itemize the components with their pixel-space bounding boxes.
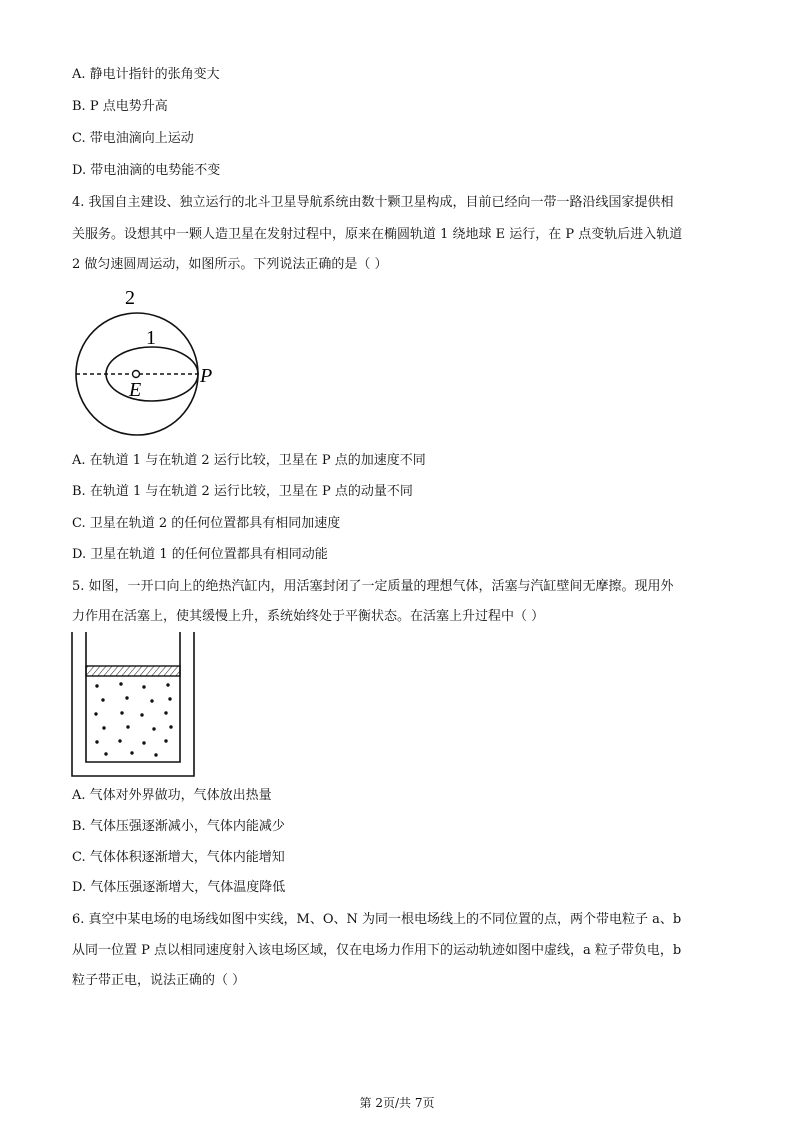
q3-option-d: D. 带电油滴的电势能不变	[72, 163, 221, 178]
q5-option-b: B. 气体压强逐渐减小，气体内能减少	[72, 819, 285, 834]
gas-particles	[94, 682, 172, 756]
earth-dot	[133, 371, 140, 378]
q4-option-a: A. 在轨道 1 与在轨道 2 运行比较，卫星在 P 点的加速度不同	[72, 453, 426, 468]
q5-option-d: D. 气体压强逐渐增大，气体温度降低	[72, 880, 286, 895]
q4-option-b: B. 在轨道 1 与在轨道 2 运行比较，卫星在 P 点的动量不同	[72, 484, 413, 499]
q5-option-a: A. 气体对外界做功，气体放出热量	[72, 788, 272, 803]
q4-stem-line-3: 2 做匀速圆周运动，如图所示。下列说法正确的是（ ）	[72, 257, 388, 272]
q5-option-c: C. 气体体积逐渐增大，气体内能增知	[72, 850, 285, 865]
q4-option-d: D. 卫星在轨道 1 的任何位置都具有相同动能	[72, 547, 328, 562]
page-footer: 第 2页/共 7页	[359, 1096, 435, 1110]
q4-stem-line-1: 4. 我国自主建设、独立运行的北斗卫星导航系统由数十颗卫星构成，目前已经向一带一路沿线国家提供相	[72, 195, 674, 210]
earth-label: E	[129, 379, 142, 401]
q6-stem-line-2: 从同一位置 P 点以相同速度射入该电场区域，仅在电场力作用下的运动轨迹如图中虚线，a 粒子带负电，b	[72, 943, 682, 958]
q4-stem-line-2: 关服务。设想其中一颗人造卫星在发射过程中，原来在椭圆轨道 1 绕地球 E 运行，在 P 点变轨后进入轨道	[72, 227, 683, 242]
q3-option-b: B. P 点电势升高	[72, 99, 168, 114]
point-p-label: P	[200, 365, 213, 387]
cylinder-outer-wall	[72, 632, 194, 776]
q6-stem-line-1: 6. 真空中某电场的电场线如图中实线，M、O、N 为同一根电场线上的不同位置的点，两个带电粒子 a、b	[72, 912, 682, 927]
q5-stem-line-1: 5. 如图，一开口向上的绝热汽缸内，用活塞封闭了一定质量的理想气体，活塞与汽缸壁间无摩擦。现用外	[72, 579, 674, 594]
q5-stem-line-2: 力作用在活塞上，使其缓慢上升，系统始终处于平衡状态。在活塞上升过程中（ ）	[72, 609, 545, 624]
orbit-figure	[70, 282, 230, 442]
q3-option-a: A. 静电计指针的张角变大	[72, 67, 220, 82]
q4-option-c: C. 卫星在轨道 2 的任何位置都具有相同加速度	[72, 516, 341, 531]
cylinder-figure	[70, 630, 196, 780]
orbit-2-label: 2	[125, 287, 135, 309]
q3-option-c: C. 带电油滴向上运动	[72, 131, 194, 146]
piston	[86, 666, 180, 676]
q6-stem-line-3: 粒子带正电，说法正确的（ ）	[72, 973, 246, 988]
orbit-1-label: 1	[146, 327, 156, 349]
